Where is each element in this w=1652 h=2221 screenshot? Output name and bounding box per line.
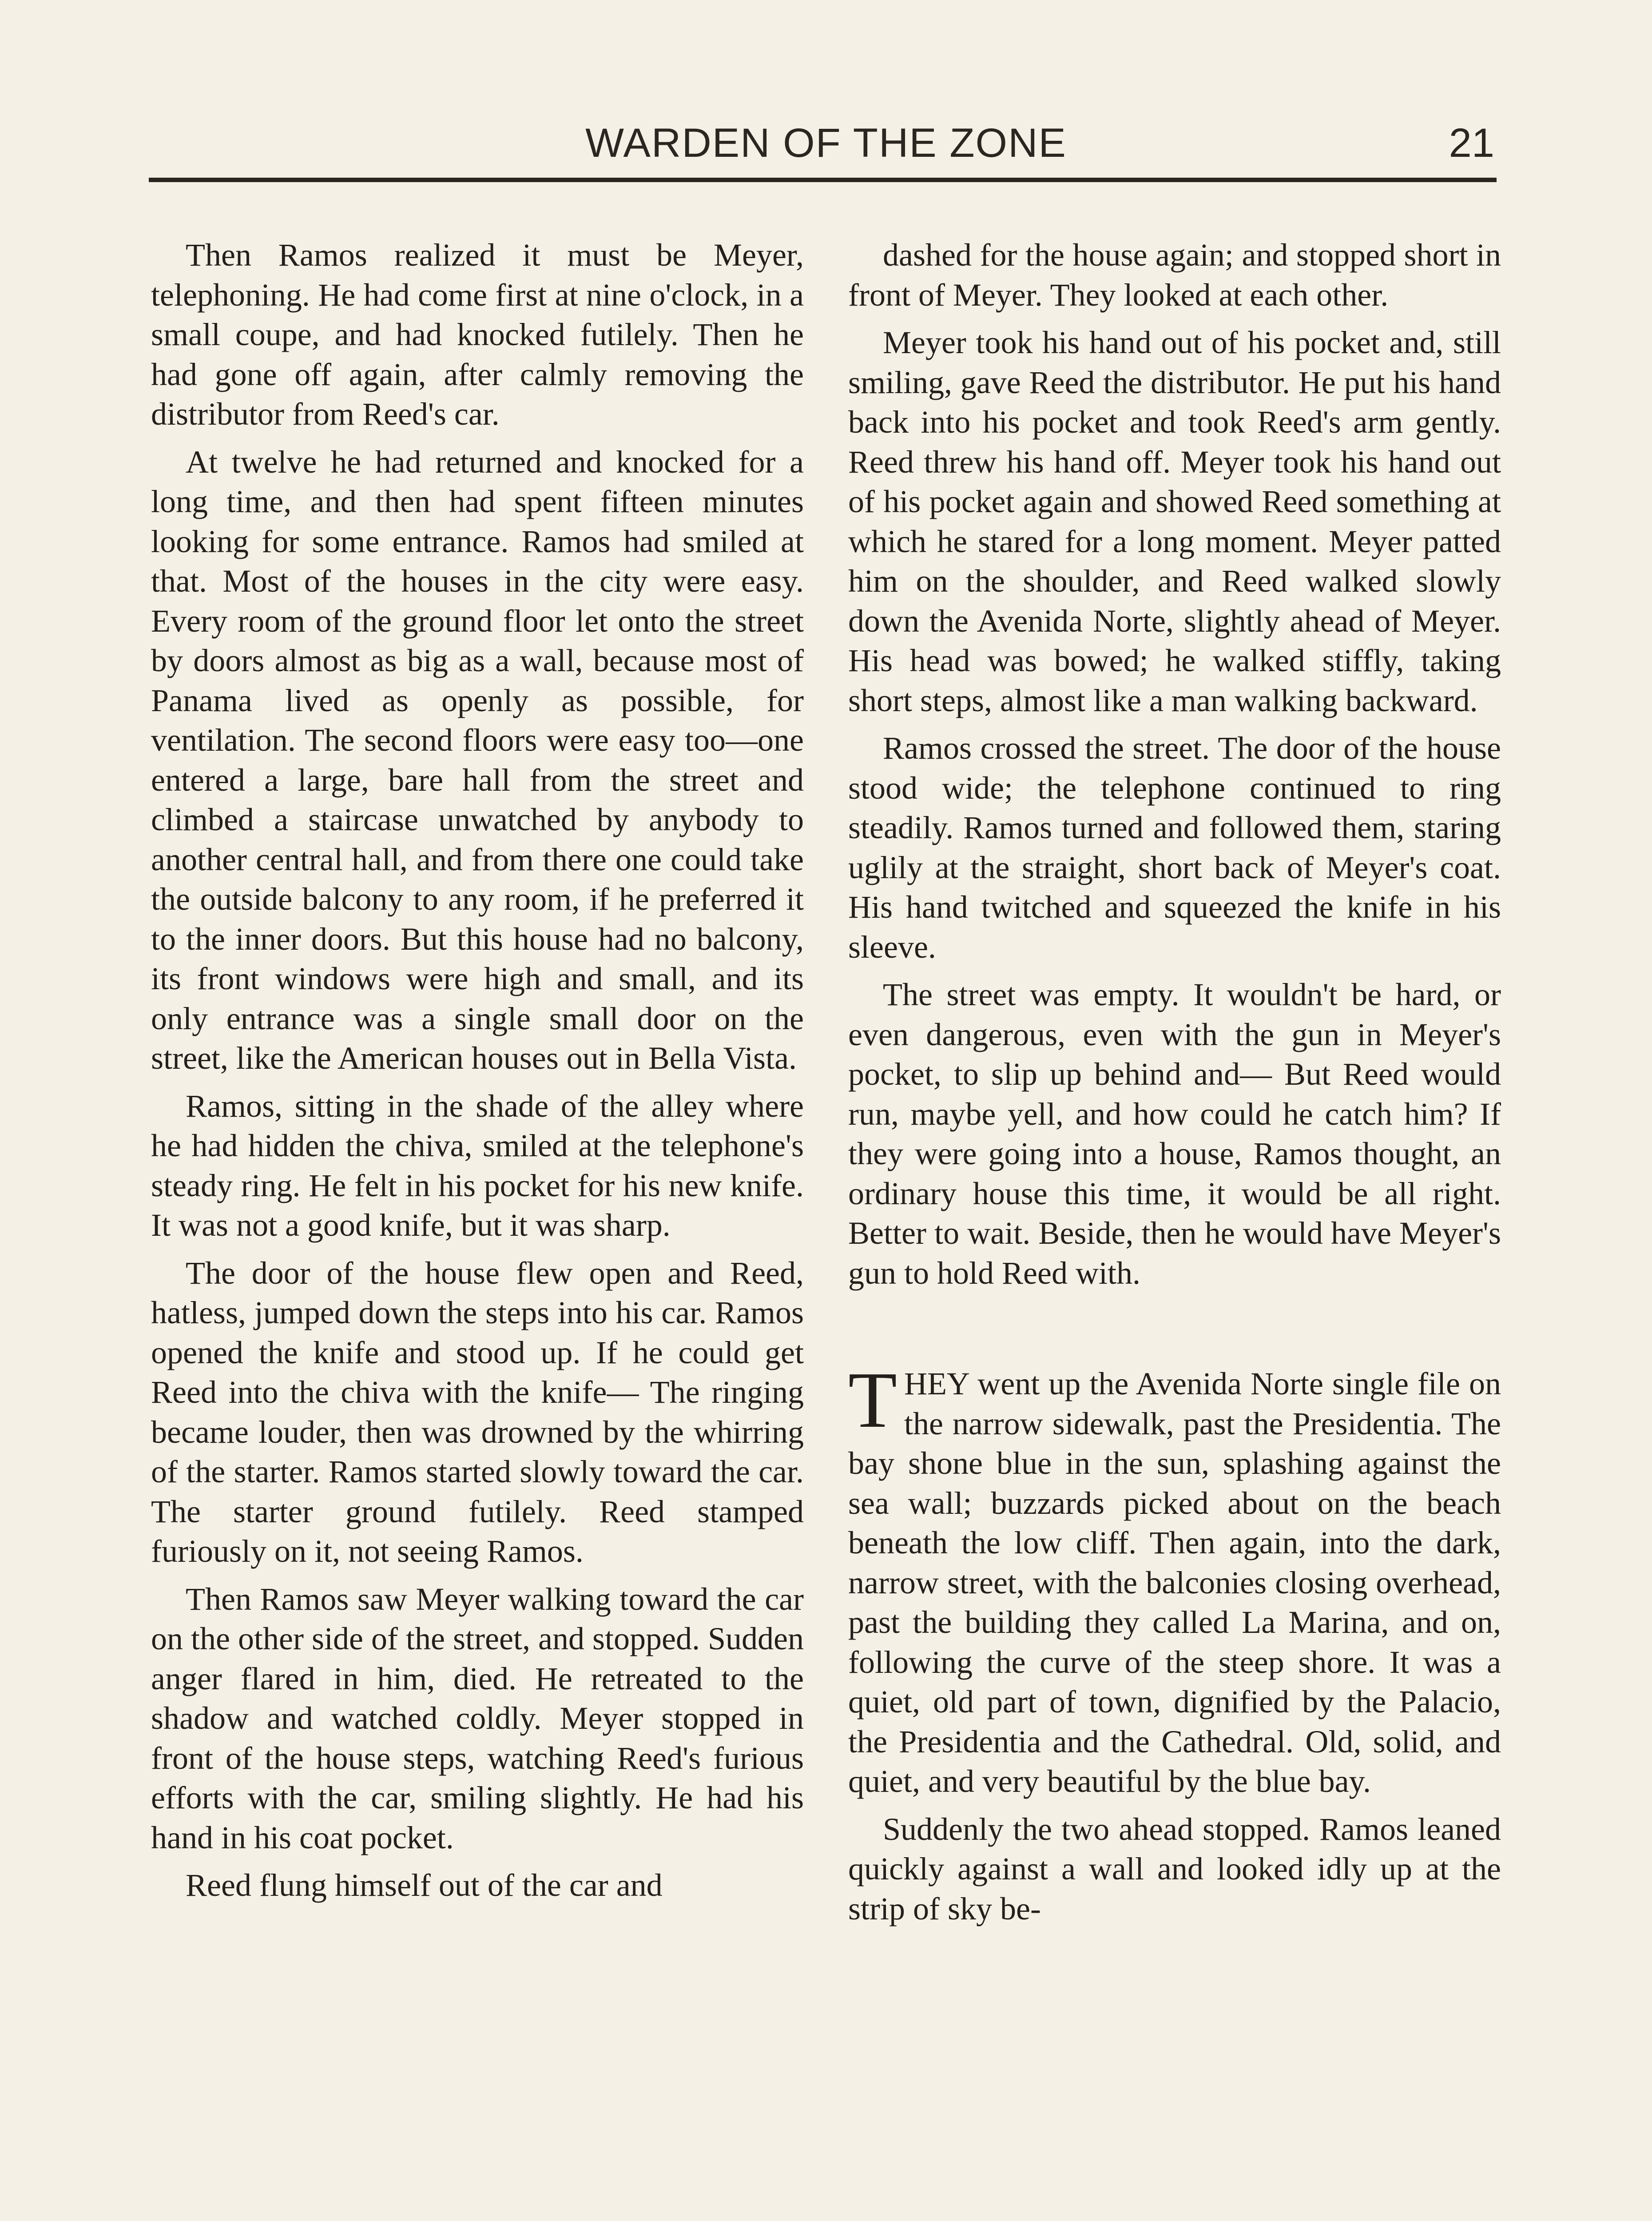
paragraph: Then Ramos realized it must be Meyer, telephoning. He had come first at nine o'clock, in a small coupe, and had knocked futilely. Then he had gone off again, after calmly removing the distributor from Reed's car. [151,237,804,432]
section-first-paragraph-text: HEY went up the Avenida Norte single file on the narrow sidewalk, past the Presidentia. The bay shone blue in the sun, splashing against the sea wall; buzzards picked about on the beach beneath the low cliff. Then again, into the dark, narrow street, with the balconies closing overhead, past the building they called La Marina, and on, following the curve of the steep shore. It was a quiet, old part of town, dignified by the Palacio, the Presidentia and the Cathedral. Old, solid, and quiet, and very beautiful by the blue bay. [848,1366,1501,1799]
paragraph: Then Ramos saw Meyer walking toward the car on the other side of the street, and stopped. Sudden anger flared in him, died. He retreated to the shadow and watched coldly. Meyer stopped in front of the house steps, watching Reed's furious efforts with the car, smiling slightly. He had his hand in his coat pocket. [151,1581,804,1855]
paragraph: At twelve he had returned and knocked for a long time, and then had spent fifteen minutes looking for some entrance. Ramos had smiled at that. Most of the houses in the city were easy. Every room of the ground floor let onto the street by doors almost as big as a wall, because most of Panama lived as openly as possible, for ventilation. The second floors were easy too—one entered a large, bare hall from the street and climbed a staircase unwatched by anybody to another central hall, and from there one could take the outside balcony to any room, if he preferred it to the inner doors. But this house had no balcony, its front windows were high and small, and its only entrance was a single small door on the street, like the American houses out in Bella Vista. [151,444,804,1076]
paragraph: dashed for the house again; and stopped short in front of Meyer. They looked at each other. [848,237,1501,313]
drop-cap: T [848,1356,897,1444]
page-number: 21 [1449,120,1494,166]
paragraph: Ramos, sitting in the shade of the alley where he had hidden the chiva, smiled at the telephone's steady ring. He felt in his pocket for his new knife. It was not a good knife, but it was sharp. [151,1088,804,1243]
running-title: WARDEN OF THE ZONE [585,120,1067,166]
right-column [848,235,1501,2221]
running-header [149,116,1503,170]
left-column [151,235,804,2221]
paragraph: Reed flung himself out of the car and [186,1867,663,1903]
paragraph: Meyer took his hand out of his pocket and, still smiling, gave Reed the distributor. He put his hand back into his pocket and took Reed's arm gently. Reed threw his hand off. Meyer took his hand out of his pocket again and showed Reed something at which he stared for a long moment. Meyer patted him on the shoulder, and Reed walked slowly down the Avenida Norte, slightly ahead of Meyer. His head was bowed; he walked stiffly, taking short steps, almost like a man walking backward. [848,325,1501,718]
section-first-paragraph [848,1356,1501,1802]
paragraph: The door of the house flew open and Reed, hatless, jumped down the steps into his car. Ramos opened the knife and stood up. If he could get Reed into the chiva with the knife— The ringing became louder, then was drowned by the whirring of the starter. Ramos started slowly toward the car. The starter ground futilely. Reed stamped furiously on it, not seeing Ramos. [151,1255,804,1569]
header-rule [149,178,1497,182]
paragraph: Suddenly the two ahead stopped. Ramos leaned quickly against a wall and looked idly up at the strip of sky be- [848,1811,1501,1926]
paragraph: Ramos crossed the street. The door of the house stood wide; the telephone continued to ring steadily. Ramos turned and followed them, staring uglily at the straight, short back of Meyer's coat. His hand twitched and squeezed the knife in his sleeve. [848,730,1501,965]
paragraph: The street was empty. It wouldn't be hard, or even dangerous, even with the gun in Meyer's pocket, to slip up behind and— But Reed would run, maybe yell, and how could he catch him? If they were going into a house, Ramos thought, an ordinary house this time, it would be all right. Better to wait. Beside, then he would have Meyer's gun to hold Reed with. [848,977,1501,1291]
